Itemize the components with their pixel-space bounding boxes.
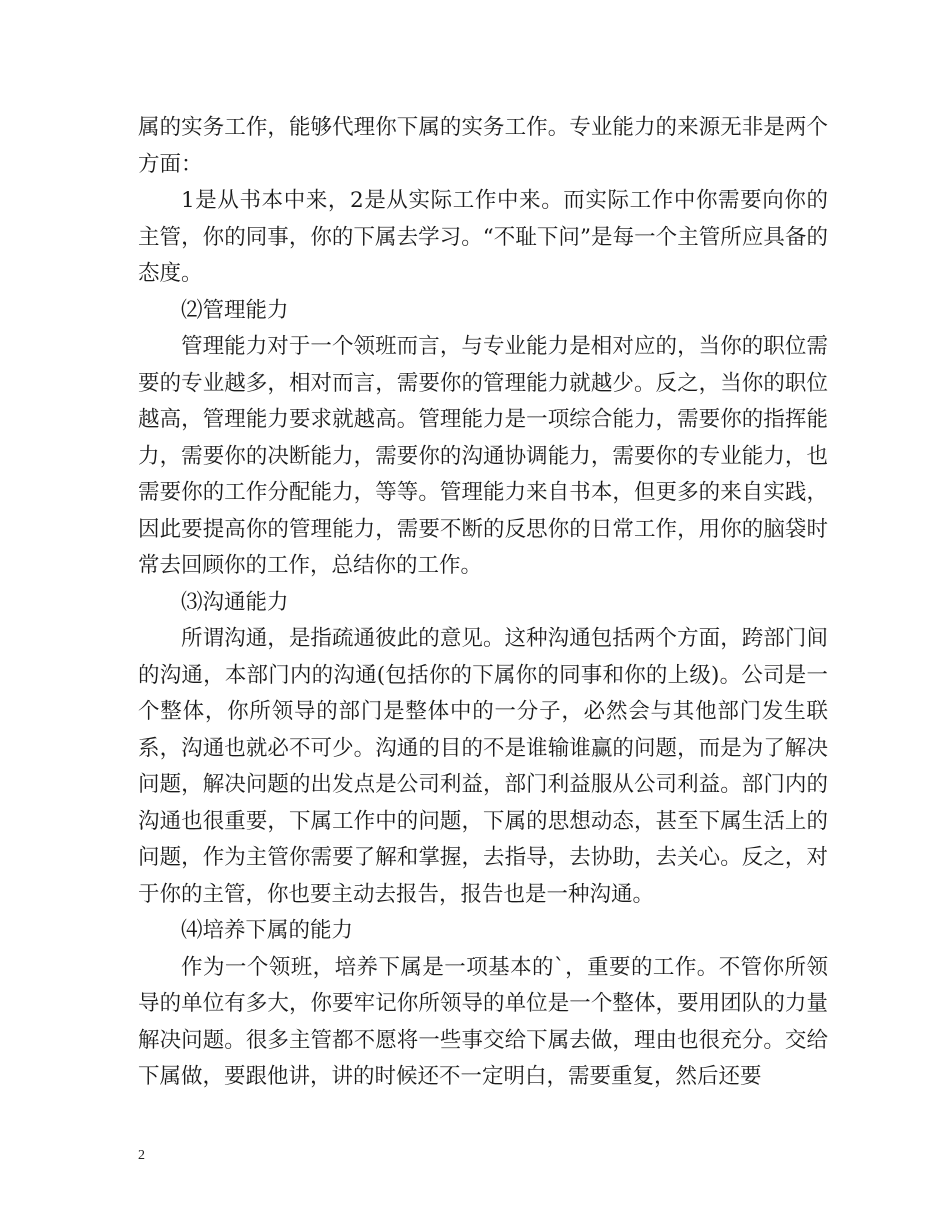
document-body <box>138 110 828 1096</box>
page-number: 2 <box>138 1148 145 1163</box>
paragraph-management-ability: 管理能力对于一个领班而言，与专业能力是相对应的，当你的职位需要的专业越多，相对而言，需要你的管理能力就越少。反之，当你的职位越高，管理能力要求就越高。管理能力是一项综合能力，需要你的指挥能力，需要你的决断能力，需要你的沟通协调能力，需要你的专业能力，也需要你的工作分配能力，等等。管理能力来自书本，但更多的来自实践，因此要提高你的管理能力，需要不断的反思你的日常工作，用你的脑袋时常去回顾你的工作，总结你的工作。 <box>138 334 828 578</box>
paragraph-continuation: 属的实务工作，能够代理你下属的实务工作。专业能力的来源无非是两个方面： <box>138 115 828 177</box>
section-heading-management: ⑵管理能力 <box>181 297 289 323</box>
section-heading-communication: ⑶沟通能力 <box>181 589 289 615</box>
section-heading-training: ⑷培养下属的能力 <box>181 918 354 943</box>
paragraph-sources-of-skill: 1是从书本中来，2是从实际工作中来。而实际工作中你需要向你的主管，你的同事，你的下属去学习。“不耻下问”是每一个主管所应具备的态度。 <box>138 188 828 286</box>
paragraph-training-ability: 作为一个领班，培养下属是一项基本的`，重要的工作。不管你所领导的单位有多大，你要牢记你所领导的单位是一个整体，要用团队的力量解决问题。很多主管都不愿将一些事交给下属去做，理由也很充分。交给下属做，要跟他讲，讲的时候还不一定明白，需要重复，然后还要 <box>138 954 828 1089</box>
paragraph-communication-ability: 所谓沟通，是指疏通彼此的意见。这种沟通包括两个方面，跨部门间的沟通，本部门内的沟通(包括你的下属你的同事和你的上级)。公司是一个整体，你所领导的部门是整体中的一分子，必然会与其他部门发生联系，沟通也就必不可少。沟通的目的不是谁输谁赢的问题，而是为了解决问题，解决问题的出发点是公司利益，部门利益服从公司利益。部门内的沟通也很重要，下属工作中的问题，下属的思想动态，甚至下属生活上的问题，作为主管你需要了解和掌握，去指导，去协助，去关心。反之，对于你的主管，你也要主动去报告，报告也是一种沟通。 <box>138 626 828 907</box>
